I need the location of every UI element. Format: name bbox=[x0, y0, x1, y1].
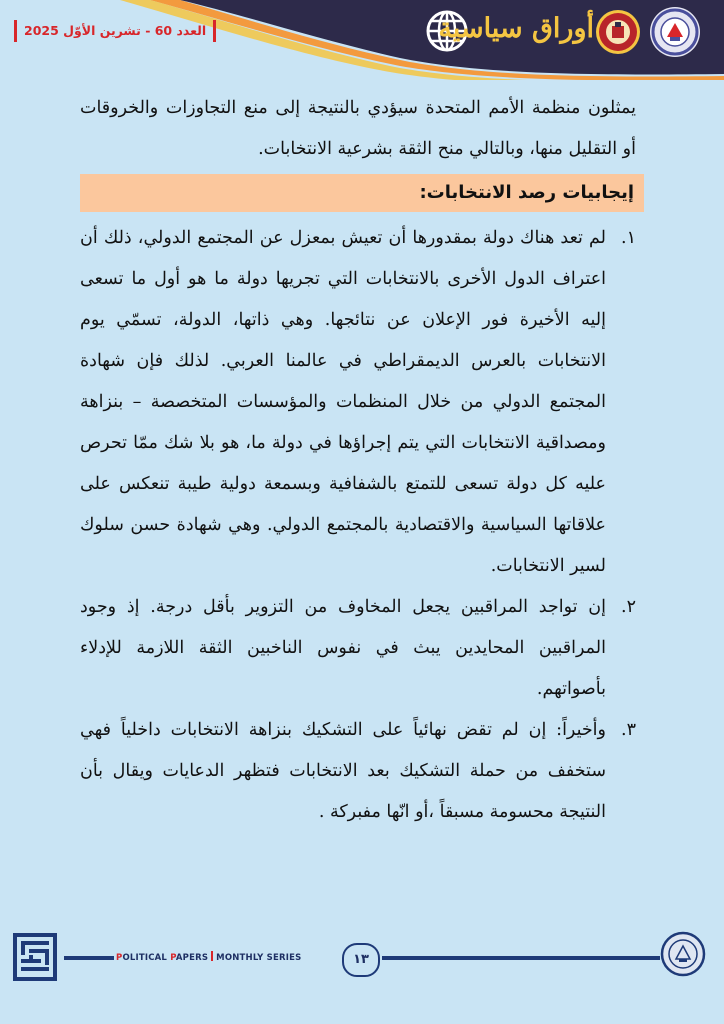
intro-paragraph bbox=[80, 88, 636, 170]
list-item-text: لم تعد هناك دولة بمقدورها أن تعيش بمعزل عن المجتمع الدولي، ذلك أن اعتراف الدول الأخرى بالانتخابات التي تجريها دولة ما هو أول ما تسعى إليه الأخيرة فور الإعلان عن نتائجها. وهي ذاتها، الدولة، تسمّي يوم الانتخابات بالعرس الديمقراطي في عالمنا العربي. لذلك فإن شهادة المجتمع الدولي من خلال المنظمات والمؤسسات المتخصصة – بنزاهة ومصداقية الانتخابات التي يتم إجراؤها في دولة ما، هو بلا شك ممّا تحرص عليه كل دولة تسعى للتمتع بالشفافية وبسمعة دولية طيبة تنعكس على علاقاتها السياسية والاقتصادية بالمجتمع الدولي. وهي شهادة حسن سلوك لسير الانتخابات. bbox=[80, 228, 606, 576]
list-item-1 bbox=[80, 218, 636, 587]
university-seal-footer-icon bbox=[660, 931, 706, 977]
section-heading: إيجابيات رصد الانتخابات: bbox=[80, 174, 644, 212]
list-item-text: وأخيراً: إن لم تقض نهائياً على التشكيك بنزاهة الانتخابات داخلياً فهي ستخفف من حملة التشكيك بعد الانتخابات فتظهر الدعايات ويقال بأن النتيجة محسومة مسبقاً ،أو انّها مفبركة . bbox=[80, 720, 606, 822]
issue-label: العدد 60 - تشرين الأوّل 2025 bbox=[14, 20, 216, 42]
article-body bbox=[80, 88, 636, 833]
page-number: ١٣ bbox=[342, 943, 380, 977]
university-logo-red bbox=[594, 8, 642, 56]
list-item-3 bbox=[80, 710, 636, 833]
kufic-logo-icon bbox=[13, 933, 57, 981]
series-separator bbox=[211, 951, 213, 961]
points-list bbox=[80, 218, 636, 833]
list-item-number: ٣. bbox=[621, 720, 636, 740]
list-item-text: إن تواجد المراقبين يجعل المخاوف من التزوير بأقل درجة. إذ وجود المراقبين المحايدين يبث في نفوس الناخبين الثقة اللازمة للإدلاء بأصواتهم. bbox=[80, 597, 606, 699]
series-label-part-3: MONTHLY SERIES bbox=[216, 953, 302, 963]
brand-title: أوراق سياسية bbox=[438, 13, 594, 44]
page-header bbox=[0, 0, 724, 80]
intro-text: يمثلون منظمة الأمم المتحدة سيؤدي بالنتيجة إلى منع التجاوزات والخروقات أو التقليل منها، وبالتالي منح الثقة بشرعية الانتخابات. bbox=[80, 98, 636, 159]
series-label-part-2: APERS bbox=[175, 953, 209, 963]
list-item-number: ١. bbox=[621, 228, 636, 248]
series-label-part-1: OLITICAL bbox=[122, 953, 171, 963]
series-label-accent-1: P bbox=[116, 953, 123, 963]
page-footer bbox=[0, 925, 724, 995]
university-seal-blue bbox=[648, 5, 702, 59]
list-item-number: ٢. bbox=[621, 597, 636, 617]
footer-rule-left bbox=[64, 956, 114, 960]
list-item-2 bbox=[80, 587, 636, 710]
series-label bbox=[116, 948, 301, 968]
series-label-accent-2: P bbox=[170, 953, 176, 963]
footer-rule-right bbox=[382, 956, 660, 960]
